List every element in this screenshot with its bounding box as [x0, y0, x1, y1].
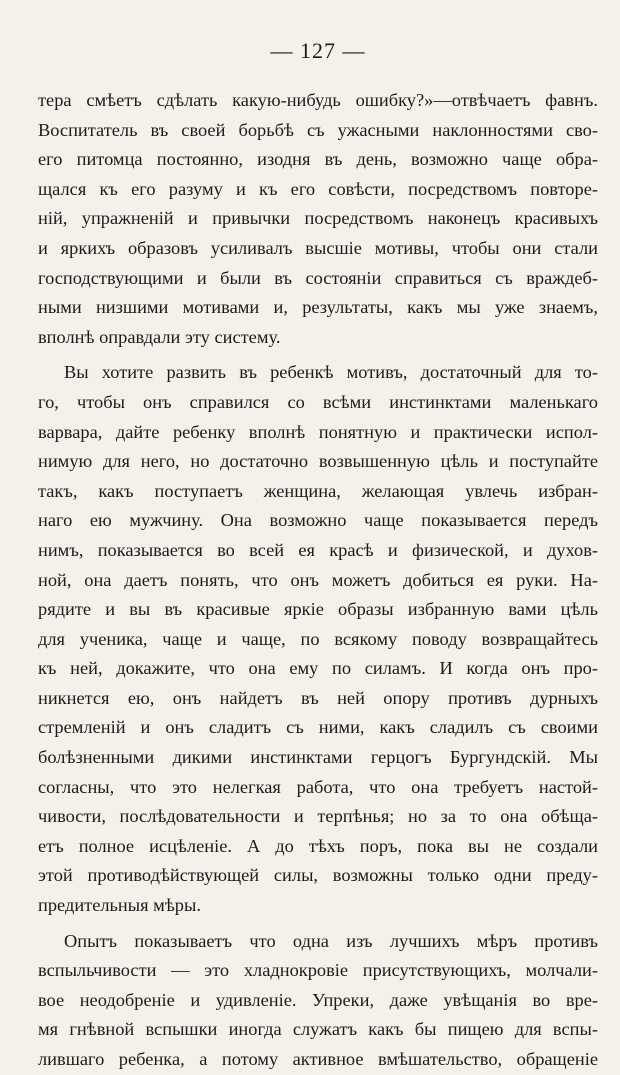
- text-line: къ ней, докажите, что она ему по силамъ. И когда онъ про-: [38, 658, 598, 679]
- text-line: согласны, что это нелегкая работа, что она требуетъ настой-: [38, 776, 598, 797]
- page-number: — 127 —: [270, 38, 366, 63]
- text-line: наго ею мужчину. Она возможно чаще показывается передъ: [38, 510, 598, 531]
- text-line: тера смѣетъ сдѣлать какую-нибудь ошибку?»—отвѣчаетъ фавнъ.: [38, 90, 598, 110]
- text-line: Вы хотите развить въ ребенкѣ мотивъ, достаточный для то-: [64, 362, 598, 383]
- text-line: лившаго ребенка, а потому активное вмѣшательство, обращеніе: [38, 1049, 598, 1069]
- text-line: вполнѣ оправдали эту систему.: [38, 326, 281, 347]
- text-line: нимъ, показывается во всей ея красѣ и физической, и духов-: [38, 539, 598, 560]
- text-line: стремленій и онъ сладитъ съ ними, какъ сладилъ съ своими: [38, 717, 598, 738]
- text-line: варвара, дайте ребенку вполнѣ понятную и практически испол-: [38, 421, 598, 442]
- text-line: господствующими и были въ состояніи справиться съ враждеб-: [38, 267, 598, 288]
- text-line: и яркихъ образовъ усиливалъ высшіе мотивы, чтобы они стали: [38, 237, 598, 258]
- text-line: щался къ его разуму и къ его совѣсти, посредствомъ повторе-: [38, 178, 598, 199]
- text-line: ній, упражненій и привычки посредствомъ наконецъ красивыхъ: [38, 208, 598, 229]
- text-line: Воспитатель въ своей борьбѣ съ ужасными наклонностями сво-: [38, 119, 598, 140]
- text-line: такъ, какъ поступаетъ женщина, желающая увлечь избран-: [38, 480, 598, 501]
- text-line: его питомца постоянно, изодня въ день, возможно чаще обра-: [38, 149, 598, 170]
- text-line: вспыльчивости — это хладнокровіе присутствующихъ, молчали-: [38, 960, 598, 981]
- paragraph: [38, 358, 598, 920]
- text-line: вое неодобреніе и удивленіе. Упреки, даже увѣщанія во вре-: [38, 989, 598, 1010]
- text-line: го, чтобы онъ справился со всѣми инстинктами маленькаго: [38, 391, 598, 412]
- text-line: рядите и вы въ красивые яркіе образы избранную вами цѣль: [38, 599, 598, 620]
- text-line: этой противодѣйствующей силы, возможны только одни преду-: [38, 865, 598, 886]
- text-line: мя гнѣвной вспышки иногда служатъ какъ бы пищею для вспы-: [38, 1019, 598, 1040]
- text-line: етъ полное исцѣленіе. А до тѣхъ поръ, пока вы не создали: [38, 835, 598, 856]
- paragraph: [38, 86, 598, 352]
- text-line: ной, она даетъ понять, что онъ можетъ добиться ея руки. На-: [38, 569, 598, 590]
- text-line: никнется ею, онъ найдетъ въ ней опору противъ дурныхъ: [38, 687, 598, 708]
- paragraph: [38, 927, 598, 1075]
- text-line: для ученика, чаще и чаще, по всякому поводу возвращайтесь: [38, 628, 598, 649]
- text-line: Опытъ показываетъ что одна изъ лучшихъ мѣръ противъ: [64, 930, 598, 951]
- text-line: предительныя мѣры.: [38, 895, 201, 916]
- text-line: болѣзненными дикими инстинктами герцогъ Бургундскій. Мы: [38, 747, 598, 768]
- text-body: [38, 86, 598, 1075]
- text-line: ными низшими мотивами и, результаты, какъ мы уже знаемъ,: [38, 297, 598, 318]
- text-line: чивости, послѣдовательности и терпѣнья; но за то она обѣща-: [38, 806, 598, 827]
- text-line: нимую для него, но достаточно возвышенную цѣль и поступайте: [38, 451, 598, 472]
